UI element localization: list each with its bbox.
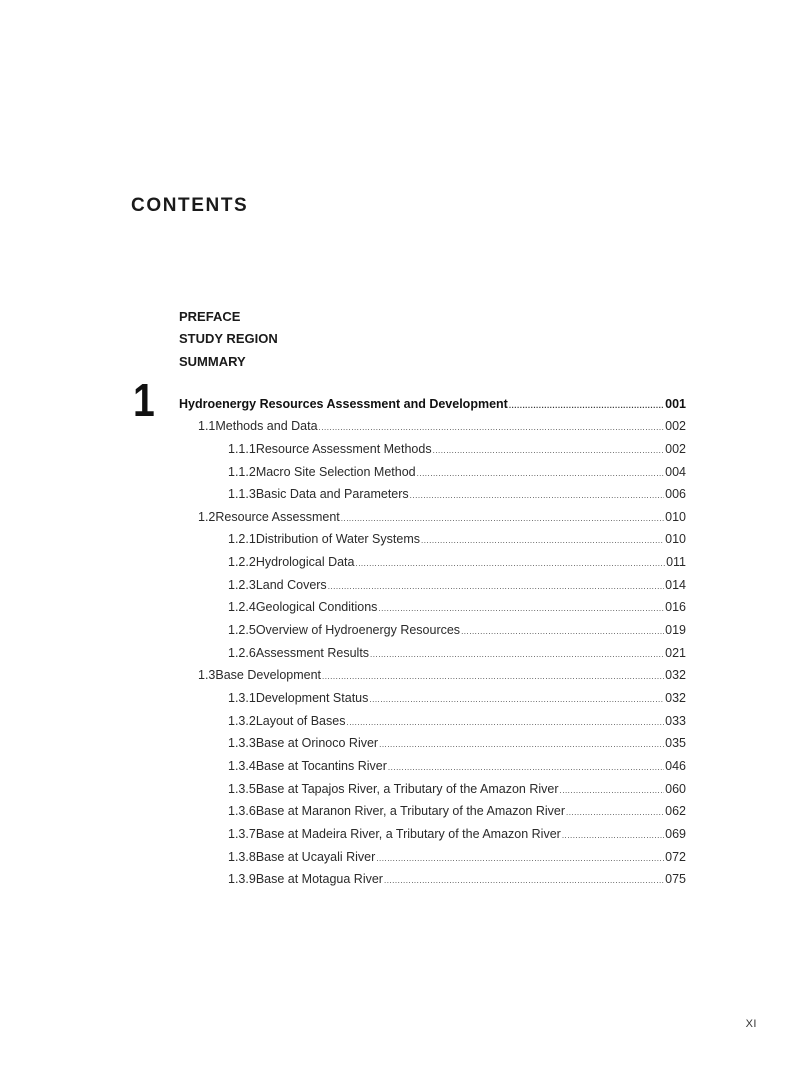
toc-entry-number: 1.1.1 <box>228 442 256 456</box>
toc-entry-title: Base at Madeira River, a Tributary of the Amazon River <box>255 827 561 841</box>
toc-entry-number: 1.3.1 <box>228 691 256 705</box>
leader-dots <box>560 786 665 795</box>
toc-entry-page: 046 <box>665 759 686 773</box>
toc-subsection[interactable] <box>228 487 686 501</box>
toc-entry-page: 001 <box>665 397 686 411</box>
toc-entry-page: 010 <box>665 510 686 524</box>
toc-entry-number: 1.2.4 <box>228 600 256 614</box>
toc-entry-number: 1.2.6 <box>228 646 256 660</box>
leader-dots <box>433 446 665 455</box>
toc-entry-title: Layout of Bases <box>255 714 346 728</box>
toc-entry-number: 1.3.5 <box>228 782 256 796</box>
toc-entry-number: 1.3.4 <box>228 759 256 773</box>
toc-entry-title: Macro Site Selection Method <box>255 465 416 479</box>
toc-entry-title: Geological Conditions <box>255 600 378 614</box>
leader-dots <box>376 854 664 863</box>
toc-subsection[interactable] <box>228 804 686 818</box>
toc-subsection[interactable] <box>228 759 686 773</box>
toc-entry-title: Base Development <box>215 668 322 682</box>
toc-subsection[interactable] <box>228 736 686 750</box>
toc-entry-number: 1.3.8 <box>228 850 256 864</box>
toc-entry-number: 1.3 <box>198 668 216 682</box>
leader-dots <box>355 559 665 568</box>
leader-dots <box>379 740 664 749</box>
toc-entry-title: Base at Tapajos River, a Tributary of the Amazon River <box>255 782 559 796</box>
toc-entry-title: Base at Motagua River <box>255 872 383 886</box>
leader-dots <box>346 718 664 727</box>
toc-entry-number: 1.2 <box>198 510 216 524</box>
toc-entry-title: Base at Ucayali River <box>255 850 376 864</box>
toc-entry-page: 035 <box>665 736 686 750</box>
toc-entry-number: 1.3.9 <box>228 872 256 886</box>
leader-dots <box>410 491 664 500</box>
toc-section[interactable] <box>198 668 686 682</box>
toc-subsection[interactable] <box>228 646 686 660</box>
toc-subsection[interactable] <box>228 872 686 886</box>
toc-subsection[interactable] <box>228 442 686 456</box>
toc-entry-page: 060 <box>665 782 686 796</box>
toc-subsection[interactable] <box>228 578 686 592</box>
toc-section[interactable] <box>198 510 686 524</box>
toc-entry-page: 032 <box>665 668 686 682</box>
toc-subsection[interactable] <box>228 600 686 614</box>
leader-dots <box>421 536 664 545</box>
toc-entry-page: 069 <box>665 827 686 841</box>
leader-dots <box>566 808 664 817</box>
page-title: CONTENTS <box>131 195 249 216</box>
toc-entry-page: 004 <box>665 465 686 479</box>
toc-subsection[interactable] <box>228 782 686 796</box>
toc-entry-title: Basic Data and Parameters <box>255 487 409 501</box>
toc-subsection[interactable] <box>228 532 686 546</box>
toc-entry-page: 019 <box>665 623 686 637</box>
toc-entry-number: 1.3.6 <box>228 804 256 818</box>
leader-dots <box>341 514 664 523</box>
leader-dots <box>378 604 664 613</box>
toc-entry-title: Base at Maranon River, a Tributary of the Amazon River <box>255 804 565 818</box>
toc-entry-title: Assessment Results <box>255 646 370 660</box>
toc-subsection[interactable] <box>228 827 686 841</box>
toc-entry-page: 016 <box>665 600 686 614</box>
toc-entry-page: 062 <box>665 804 686 818</box>
toc-subsection[interactable] <box>228 714 686 728</box>
leader-dots <box>509 401 664 410</box>
leader-dots <box>322 672 664 681</box>
toc-entry-number: 1.3.2 <box>228 714 256 728</box>
toc-subsection[interactable] <box>228 850 686 864</box>
leader-dots <box>328 582 664 591</box>
toc-entry-page: 011 <box>666 555 686 569</box>
toc-subsection[interactable] <box>228 465 686 479</box>
toc-study-region[interactable]: STUDY REGION <box>179 331 278 346</box>
toc-entry-page: 033 <box>665 714 686 728</box>
toc-entry-page: 014 <box>665 578 686 592</box>
toc-subsection[interactable] <box>228 691 686 705</box>
leader-dots <box>319 423 665 432</box>
toc-entry-number: 1.2.3 <box>228 578 256 592</box>
toc-entry-page: 032 <box>665 691 686 705</box>
toc-entry-number: 1.2.2 <box>228 555 256 569</box>
toc-entry-title: Base at Tocantins River <box>255 759 387 773</box>
chapter-number: 1 <box>133 374 154 426</box>
leader-dots <box>417 469 665 478</box>
toc-entry-page: 072 <box>665 850 686 864</box>
toc-entry-page: 075 <box>665 872 686 886</box>
toc-entry-page: 021 <box>665 646 686 660</box>
toc-entry-number: 1.3.3 <box>228 736 256 750</box>
toc-entry-title: Overview of Hydroenergy Resources <box>255 623 461 637</box>
toc-preface[interactable]: PREFACE <box>179 309 241 324</box>
toc-entry-title: Development Status <box>255 691 369 705</box>
toc-entry-number: 1.2.5 <box>228 623 256 637</box>
toc-entry-title: Resource Assessment Methods <box>255 442 432 456</box>
leader-dots <box>461 627 664 636</box>
page-number: XI <box>745 1018 757 1030</box>
toc-subsection[interactable] <box>228 555 686 569</box>
toc-entry-number: 1.1.3 <box>228 487 256 501</box>
toc-section[interactable] <box>198 419 686 433</box>
toc-entry-title: Resource Assessment <box>215 510 340 524</box>
toc-entry-number: 1.1.2 <box>228 465 256 479</box>
toc-entry-page: 002 <box>665 442 686 456</box>
toc-entry-title: Methods and Data <box>215 419 318 433</box>
toc-entry-page: 002 <box>665 419 686 433</box>
leader-dots <box>370 650 664 659</box>
toc-entry-page: 010 <box>665 532 686 546</box>
toc-entry-title: Hydroenergy Resources Assessment and Development <box>179 397 508 411</box>
toc-entry-title: Hydrological Data <box>255 555 355 569</box>
leader-dots <box>369 695 664 704</box>
toc-entry-number: 1.1 <box>198 419 216 433</box>
toc-subsection[interactable] <box>228 623 686 637</box>
toc-entry-number: 1.2.1 <box>228 532 256 546</box>
leader-dots <box>562 831 664 840</box>
toc-entry-number: 1.3.7 <box>228 827 256 841</box>
leader-dots <box>388 763 664 772</box>
toc-entry-page: 006 <box>665 487 686 501</box>
toc-summary[interactable]: SUMMARY <box>179 354 246 369</box>
leader-dots <box>384 876 664 885</box>
toc-entry-title: Distribution of Water Systems <box>255 532 420 546</box>
toc-entry-title: Land Covers <box>255 578 327 592</box>
toc-chapter-1[interactable] <box>179 397 686 411</box>
toc-entry-title: Base at Orinoco River <box>255 736 379 750</box>
